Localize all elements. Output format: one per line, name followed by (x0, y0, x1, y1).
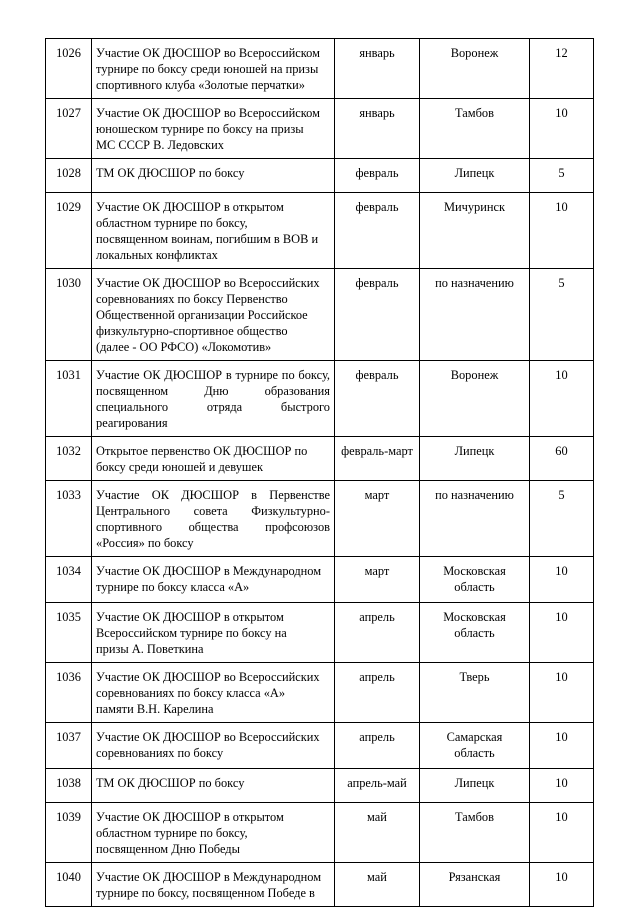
event-date-cell (335, 437, 420, 481)
row-number-text: 1034 (56, 564, 81, 578)
row-number-text: 1031 (56, 368, 81, 382)
participant-count-text: 5 (558, 276, 565, 290)
participant-count-text: 10 (555, 670, 568, 684)
participant-count-cell (530, 663, 594, 723)
event-date-text: март (364, 488, 390, 502)
event-name-cell (92, 603, 335, 663)
participant-count-cell (530, 361, 594, 437)
row-number-text: 1026 (56, 46, 81, 60)
participant-count-text: 10 (555, 610, 568, 624)
participant-count-text: 10 (555, 810, 568, 824)
table-row (46, 723, 594, 769)
participant-count-cell (530, 481, 594, 557)
row-number-text: 1029 (56, 200, 81, 214)
event-name-text: Участие ОК ДЮСШОР во Всероссийском юношеском турнире по боксу на призы МС СССР В. Ледовских (96, 106, 320, 152)
participant-count-cell (530, 557, 594, 603)
event-name-cell (92, 803, 335, 863)
event-date-text: февраль (355, 200, 399, 214)
event-place-text: Тверь (459, 670, 490, 684)
participant-count-text: 5 (558, 488, 565, 502)
event-date-text: апрель (359, 730, 395, 744)
event-name-text: Участие ОК ДЮСШОР в открытом областном турнире по боксу, посвященном воинам, погибшим в ВОВ и локальных конфликтах (96, 200, 319, 262)
participant-count-cell (530, 269, 594, 361)
participant-count-text: 10 (555, 106, 568, 120)
event-place-text: Липецк (454, 444, 495, 458)
row-number-cell (46, 803, 92, 863)
participant-count-text: 10 (555, 564, 568, 578)
event-name-text: Участие ОК ДЮСШОР в Международном турнире по боксу класса «А» (96, 564, 322, 594)
event-name-cell (92, 863, 335, 907)
event-name-cell (92, 437, 335, 481)
row-number-cell (46, 769, 92, 803)
row-number-cell (46, 269, 92, 361)
event-date-cell (335, 603, 420, 663)
participant-count-text: 12 (555, 46, 568, 60)
event-name-cell (92, 723, 335, 769)
event-date-text: май (367, 870, 387, 884)
event-place-cell (420, 193, 530, 269)
event-date-text: февраль (355, 166, 399, 180)
event-place-cell (420, 269, 530, 361)
table-row (46, 769, 594, 803)
row-number-text: 1035 (56, 610, 81, 624)
event-place-cell (420, 437, 530, 481)
row-number-cell (46, 863, 92, 907)
participant-count-cell (530, 863, 594, 907)
event-date-cell (335, 863, 420, 907)
event-date-cell (335, 769, 420, 803)
participant-count-text: 10 (555, 200, 568, 214)
participant-count-text: 5 (558, 166, 565, 180)
schedule-table-body (46, 39, 594, 907)
event-place-cell (420, 663, 530, 723)
event-place-text: по назначению (435, 276, 514, 290)
event-name-text: Участие ОК ДЮСШОР в турнире по боксу, посвященном Дню образования специального отряда быстрого реагирования (96, 368, 330, 430)
schedule-table (45, 38, 594, 907)
table-row (46, 361, 594, 437)
row-number-cell (46, 39, 92, 99)
event-date-text: февраль-март (341, 444, 413, 458)
table-row (46, 269, 594, 361)
event-name-cell (92, 193, 335, 269)
row-number-text: 1027 (56, 106, 81, 120)
event-date-cell (335, 39, 420, 99)
participant-count-cell (530, 603, 594, 663)
table-row (46, 603, 594, 663)
event-name-cell (92, 663, 335, 723)
row-number-text: 1037 (56, 730, 81, 744)
event-place-cell (420, 769, 530, 803)
event-name-cell (92, 39, 335, 99)
table-row (46, 39, 594, 99)
event-name-text: Участие ОК ДЮСШОР в открытом областном турнире по боксу, посвященном Дню Победы (96, 810, 284, 856)
event-name-text: Участие ОК ДЮСШОР во Всероссийских соревнованиях по боксу Первенство Общественной организации Российское физкультурно-спортивное общество (далее - ОО РФСО) «Локомотив» (96, 276, 320, 354)
participant-count-cell (530, 437, 594, 481)
event-date-text: апрель-май (347, 776, 407, 790)
event-place-text: Тамбов (455, 106, 494, 120)
event-date-cell (335, 723, 420, 769)
event-date-text: февраль (355, 276, 399, 290)
event-date-text: апрель (359, 670, 395, 684)
event-place-text: Липецк (454, 166, 495, 180)
event-place-text: Тамбов (455, 810, 494, 824)
event-place-text: Воронеж (450, 46, 499, 60)
event-place-cell (420, 863, 530, 907)
event-place-cell (420, 361, 530, 437)
row-number-text: 1033 (56, 488, 81, 502)
event-name-text: ТМ ОК ДЮСШОР по боксу (96, 166, 245, 180)
event-date-text: апрель (359, 610, 395, 624)
participant-count-cell (530, 769, 594, 803)
row-number-text: 1039 (56, 810, 81, 824)
table-row (46, 193, 594, 269)
event-date-text: февраль (355, 368, 399, 382)
event-place-cell (420, 159, 530, 193)
row-number-cell (46, 99, 92, 159)
row-number-cell (46, 159, 92, 193)
event-place-cell (420, 723, 530, 769)
participant-count-cell (530, 803, 594, 863)
event-place-cell (420, 603, 530, 663)
event-name-text: Участие ОК ДЮСШОР в Первенстве Центрального совета Физкультурно-спортивного общества профсоюзов «Россия» по боксу (96, 488, 330, 550)
table-row (46, 99, 594, 159)
event-name-text: Участие ОК ДЮСШОР во Всероссийских соревнованиях по боксу (96, 730, 320, 760)
event-date-cell (335, 159, 420, 193)
row-number-text: 1036 (56, 670, 81, 684)
event-name-cell (92, 269, 335, 361)
event-name-cell (92, 481, 335, 557)
event-place-text: Рязанская (448, 870, 501, 884)
event-place-text: Липецк (454, 776, 495, 790)
event-name-text: Участие ОК ДЮСШОР во Всероссийских соревнованиях по боксу класса «А» памяти В.Н. Карелина (96, 670, 320, 716)
participant-count-text: 10 (555, 776, 568, 790)
row-number-text: 1030 (56, 276, 81, 290)
event-place-text: Московская область (443, 610, 506, 640)
row-number-text: 1038 (56, 776, 81, 790)
table-row (46, 663, 594, 723)
row-number-cell (46, 723, 92, 769)
participant-count-text: 10 (555, 870, 568, 884)
row-number-text: 1040 (56, 870, 81, 884)
row-number-text: 1028 (56, 166, 81, 180)
row-number-cell (46, 557, 92, 603)
event-date-text: январь (359, 106, 395, 120)
event-place-text: Самарская область (446, 730, 503, 760)
row-number-cell (46, 603, 92, 663)
event-date-text: май (367, 810, 387, 824)
event-date-cell (335, 663, 420, 723)
event-name-text: Участие ОК ДЮСШОР в Международном турнире по боксу, посвященном Победе в (96, 870, 322, 900)
event-place-text: по назначению (435, 488, 514, 502)
table-row (46, 437, 594, 481)
event-date-cell (335, 99, 420, 159)
participant-count-cell (530, 723, 594, 769)
table-row (46, 863, 594, 907)
row-number-cell (46, 481, 92, 557)
participant-count-cell (530, 193, 594, 269)
row-number-text: 1032 (56, 444, 81, 458)
event-place-text: Воронеж (450, 368, 499, 382)
event-date-text: март (364, 564, 390, 578)
participant-count-text: 60 (555, 444, 568, 458)
participant-count-cell (530, 99, 594, 159)
event-place-cell (420, 99, 530, 159)
event-name-cell (92, 361, 335, 437)
event-date-cell (335, 193, 420, 269)
event-name-text: Открытое первенство ОК ДЮСШОР по боксу среди юношей и девушек (96, 444, 308, 474)
table-row (46, 803, 594, 863)
event-place-text: Мичуринск (443, 200, 506, 214)
row-number-cell (46, 361, 92, 437)
event-name-text: Участие ОК ДЮСШОР во Всероссийском турнире по боксу среди юношей на призы спортивного клуба «Золотые перчатки» (96, 46, 320, 92)
participant-count-text: 10 (555, 368, 568, 382)
event-date-text: январь (359, 46, 395, 60)
row-number-cell (46, 193, 92, 269)
participant-count-cell (530, 159, 594, 193)
event-date-cell (335, 803, 420, 863)
table-row (46, 159, 594, 193)
event-place-text: Московская область (443, 564, 506, 594)
table-row (46, 557, 594, 603)
row-number-cell (46, 437, 92, 481)
table-row (46, 481, 594, 557)
event-name-text: ТМ ОК ДЮСШОР по боксу (96, 776, 245, 790)
event-date-cell (335, 361, 420, 437)
event-date-cell (335, 269, 420, 361)
row-number-cell (46, 663, 92, 723)
event-place-cell (420, 803, 530, 863)
event-name-cell (92, 769, 335, 803)
participant-count-cell (530, 39, 594, 99)
event-name-cell (92, 99, 335, 159)
event-name-cell (92, 159, 335, 193)
event-date-cell (335, 481, 420, 557)
event-place-cell (420, 557, 530, 603)
participant-count-text: 10 (555, 730, 568, 744)
event-name-cell (92, 557, 335, 603)
event-place-cell (420, 481, 530, 557)
event-place-cell (420, 39, 530, 99)
event-date-cell (335, 557, 420, 603)
event-name-text: Участие ОК ДЮСШОР в открытом Всероссийском турнире по боксу на призы А. Поветкина (96, 610, 287, 656)
